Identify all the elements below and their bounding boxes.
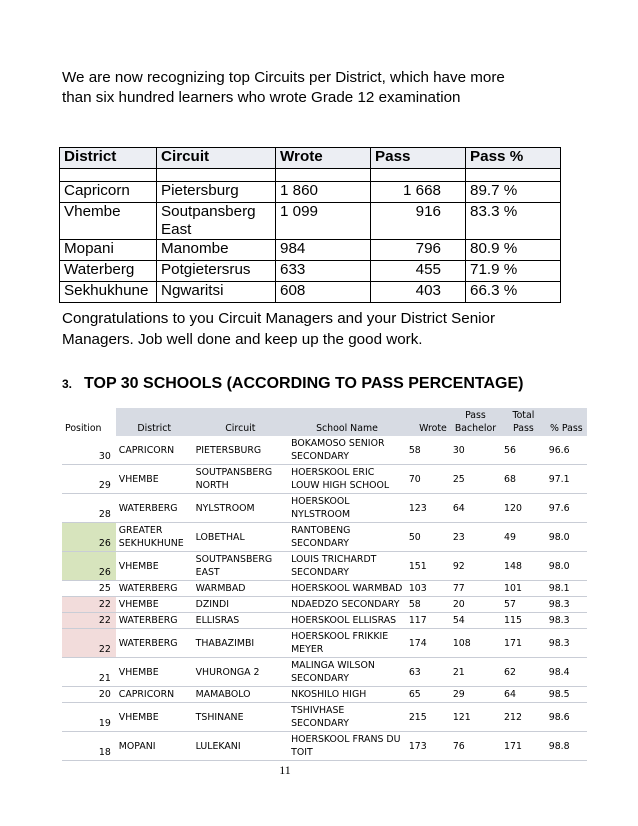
school-cell: LULEKANI bbox=[193, 732, 288, 761]
school-cell: 65 bbox=[406, 687, 450, 703]
school-position: 19 bbox=[62, 703, 116, 732]
school-cell: 64 bbox=[501, 687, 546, 703]
school-position: 26 bbox=[62, 552, 116, 581]
school-row bbox=[62, 552, 587, 581]
school-row bbox=[62, 703, 587, 732]
school-cell: 171 bbox=[501, 629, 546, 658]
circuits-spacer-row bbox=[60, 169, 561, 182]
circuits-cell: Mopani bbox=[60, 240, 157, 261]
school-row bbox=[62, 687, 587, 703]
school-cell: 123 bbox=[406, 494, 450, 523]
school-cell: 98.0 bbox=[546, 523, 587, 552]
school-cell: 23 bbox=[450, 523, 501, 552]
school-cell: 57 bbox=[501, 597, 546, 613]
school-cell: WATERBERG bbox=[116, 581, 193, 597]
circuits-cell: 633 bbox=[276, 261, 371, 282]
school-position: 21 bbox=[62, 658, 116, 687]
school-cell: 108 bbox=[450, 629, 501, 658]
school-cell: 98.3 bbox=[546, 613, 587, 629]
circuits-cell: Potgietersrus bbox=[157, 261, 276, 282]
circuits-cell: 403 bbox=[371, 282, 466, 303]
school-cell: 174 bbox=[406, 629, 450, 658]
school-cell: VHEMBE bbox=[116, 597, 193, 613]
circuits-header-cell: District bbox=[60, 148, 157, 169]
school-row bbox=[62, 658, 587, 687]
circuits-cell: 1 860 bbox=[276, 182, 371, 203]
school-cell: BOKAMOSO SENIOR SECONDARY bbox=[288, 436, 406, 465]
schools-header-cell: Circuit bbox=[193, 408, 288, 436]
school-cell: 64 bbox=[450, 494, 501, 523]
school-cell: SOUTPANSBERG EAST bbox=[193, 552, 288, 581]
schools-header-cell: Pass Bachelor bbox=[450, 408, 501, 436]
circuits-cell: Soutpansberg East bbox=[157, 203, 276, 240]
circuits-row bbox=[60, 261, 561, 282]
school-cell: 171 bbox=[501, 732, 546, 761]
school-row bbox=[62, 732, 587, 761]
circuits-cell: 1 099 bbox=[276, 203, 371, 240]
school-cell: NDAEDZO SECONDARY bbox=[288, 597, 406, 613]
schools-header-cell: Position bbox=[62, 408, 116, 436]
school-position: 22 bbox=[62, 613, 116, 629]
school-cell: 92 bbox=[450, 552, 501, 581]
school-cell: 98.5 bbox=[546, 687, 587, 703]
school-cell: NYLSTROOM bbox=[193, 494, 288, 523]
school-position: 28 bbox=[62, 494, 116, 523]
school-cell: 63 bbox=[406, 658, 450, 687]
circuits-header-row bbox=[60, 148, 561, 169]
schools-header-cell: Wrote bbox=[406, 408, 450, 436]
school-cell: LOBETHAL bbox=[193, 523, 288, 552]
school-cell: WARMBAD bbox=[193, 581, 288, 597]
schools-header-cell: % Pass bbox=[546, 408, 587, 436]
school-cell: 76 bbox=[450, 732, 501, 761]
circuits-cell: Manombe bbox=[157, 240, 276, 261]
school-cell: 77 bbox=[450, 581, 501, 597]
page-number: 11 bbox=[279, 763, 291, 777]
circuits-header-cell: Pass % bbox=[466, 148, 561, 169]
school-cell: 62 bbox=[501, 658, 546, 687]
school-position: 25 bbox=[62, 581, 116, 597]
school-cell: GREATER SEKHUKHUNE bbox=[116, 523, 193, 552]
school-cell: TSHIVHASE SECONDARY bbox=[288, 703, 406, 732]
school-cell: 96.6 bbox=[546, 436, 587, 465]
school-cell: 98.8 bbox=[546, 732, 587, 761]
school-cell: HOERSKOOL FRIKKIE MEYER bbox=[288, 629, 406, 658]
spacer-cell bbox=[371, 169, 466, 182]
school-cell: LOUIS TRICHARDT SECONDARY bbox=[288, 552, 406, 581]
circuits-cell: 608 bbox=[276, 282, 371, 303]
school-row bbox=[62, 581, 587, 597]
school-cell: 121 bbox=[450, 703, 501, 732]
school-row bbox=[62, 465, 587, 494]
spacer-cell bbox=[276, 169, 371, 182]
school-cell: 20 bbox=[450, 597, 501, 613]
school-cell: DZINDI bbox=[193, 597, 288, 613]
school-row bbox=[62, 436, 587, 465]
school-position: 20 bbox=[62, 687, 116, 703]
school-cell: SOUTPANSBERG NORTH bbox=[193, 465, 288, 494]
school-cell: 98.3 bbox=[546, 629, 587, 658]
school-cell: RANTOBENG SECONDARY bbox=[288, 523, 406, 552]
school-cell: 49 bbox=[501, 523, 546, 552]
school-cell: VHEMBE bbox=[116, 465, 193, 494]
school-cell: THABAZIMBI bbox=[193, 629, 288, 658]
school-cell: 98.6 bbox=[546, 703, 587, 732]
circuits-header-cell: Pass bbox=[371, 148, 466, 169]
school-cell: 212 bbox=[501, 703, 546, 732]
school-position: 30 bbox=[62, 436, 116, 465]
school-cell: 120 bbox=[501, 494, 546, 523]
circuits-row bbox=[60, 240, 561, 261]
circuits-cell: 83.3 % bbox=[466, 203, 561, 240]
school-cell: CAPRICORN bbox=[116, 436, 193, 465]
circuits-cell: Vhembe bbox=[60, 203, 157, 240]
section-number: 3. bbox=[62, 377, 73, 391]
school-cell: 117 bbox=[406, 613, 450, 629]
school-cell: VHEMBE bbox=[116, 552, 193, 581]
school-cell: 215 bbox=[406, 703, 450, 732]
circuits-cell: 1 668 bbox=[371, 182, 466, 203]
spacer-cell bbox=[466, 169, 561, 182]
schools-header-cell: School Name bbox=[288, 408, 406, 436]
school-cell: TSHINANE bbox=[193, 703, 288, 732]
circuits-row bbox=[60, 282, 561, 303]
school-cell: 54 bbox=[450, 613, 501, 629]
circuits-row bbox=[60, 203, 561, 240]
school-cell: 148 bbox=[501, 552, 546, 581]
school-cell: 30 bbox=[450, 436, 501, 465]
school-cell: 98.0 bbox=[546, 552, 587, 581]
school-position: 29 bbox=[62, 465, 116, 494]
school-cell: WATERBERG bbox=[116, 629, 193, 658]
congratulations-paragraph: Congratulations to you Circuit Managers and your District Senior Managers. Job well done and keep up the good work. bbox=[62, 310, 496, 348]
school-cell: HOERSKOOL NYLSTROOM bbox=[288, 494, 406, 523]
school-cell: 29 bbox=[450, 687, 501, 703]
school-position: 26 bbox=[62, 523, 116, 552]
school-cell: 97.6 bbox=[546, 494, 587, 523]
school-cell: 115 bbox=[501, 613, 546, 629]
circuits-cell: Pietersburg bbox=[157, 182, 276, 203]
circuits-cell: 89.7 % bbox=[466, 182, 561, 203]
spacer-cell bbox=[157, 169, 276, 182]
school-cell: 50 bbox=[406, 523, 450, 552]
circuits-row bbox=[60, 182, 561, 203]
circuits-cell: 71.9 % bbox=[466, 261, 561, 282]
school-cell: VHURONGA 2 bbox=[193, 658, 288, 687]
school-row bbox=[62, 629, 587, 658]
school-cell: 56 bbox=[501, 436, 546, 465]
circuits-header-cell: Wrote bbox=[276, 148, 371, 169]
circuits-cell: Ngwaritsi bbox=[157, 282, 276, 303]
circuits-cell: Capricorn bbox=[60, 182, 157, 203]
school-cell: WATERBERG bbox=[116, 494, 193, 523]
school-row bbox=[62, 597, 587, 613]
school-cell: MOPANI bbox=[116, 732, 193, 761]
school-cell: CAPRICORN bbox=[116, 687, 193, 703]
school-row bbox=[62, 523, 587, 552]
school-cell: 98.4 bbox=[546, 658, 587, 687]
school-position: 18 bbox=[62, 732, 116, 761]
circuits-cell: 66.3 % bbox=[466, 282, 561, 303]
school-cell: MAMABOLO bbox=[193, 687, 288, 703]
school-cell: 97.1 bbox=[546, 465, 587, 494]
school-cell: 21 bbox=[450, 658, 501, 687]
school-cell: 103 bbox=[406, 581, 450, 597]
circuits-table bbox=[59, 147, 561, 303]
section-title: TOP 30 SCHOOLS (ACCORDING TO PASS PERCENTAGE) bbox=[84, 375, 524, 392]
school-cell: 25 bbox=[450, 465, 501, 494]
school-cell: 101 bbox=[501, 581, 546, 597]
school-cell: VHEMBE bbox=[116, 658, 193, 687]
school-cell: 98.3 bbox=[546, 597, 587, 613]
school-cell: PIETERSBURG bbox=[193, 436, 288, 465]
school-cell: NKOSHILO HIGH bbox=[288, 687, 406, 703]
school-cell: WATERBERG bbox=[116, 613, 193, 629]
school-cell: VHEMBE bbox=[116, 703, 193, 732]
spacer-cell bbox=[60, 169, 157, 182]
school-position: 22 bbox=[62, 629, 116, 658]
school-cell: 151 bbox=[406, 552, 450, 581]
school-cell: HOERSKOOL WARMBAD bbox=[288, 581, 406, 597]
circuits-cell: 80.9 % bbox=[466, 240, 561, 261]
school-cell: 68 bbox=[501, 465, 546, 494]
circuits-cell: 455 bbox=[371, 261, 466, 282]
school-position: 22 bbox=[62, 597, 116, 613]
circuits-header-cell: Circuit bbox=[157, 148, 276, 169]
circuits-cell: 984 bbox=[276, 240, 371, 261]
school-cell: MALINGA WILSON SECONDARY bbox=[288, 658, 406, 687]
school-cell: 98.1 bbox=[546, 581, 587, 597]
circuits-cell: Waterberg bbox=[60, 261, 157, 282]
school-cell: HOERSKOOL ELLISRAS bbox=[288, 613, 406, 629]
school-cell: HOERSKOOL FRANS DU TOIT bbox=[288, 732, 406, 761]
circuits-cell: Sekhukhune bbox=[60, 282, 157, 303]
schools-header-cell: District bbox=[116, 408, 193, 436]
school-cell: 58 bbox=[406, 436, 450, 465]
intro-paragraph: We are now recognizing top Circuits per District, which have more than six hundred learners who wrote Grade 12 examination bbox=[62, 69, 505, 106]
schools-header-row bbox=[62, 408, 587, 436]
school-cell: HOERSKOOL ERIC LOUW HIGH SCHOOL bbox=[288, 465, 406, 494]
school-cell: 70 bbox=[406, 465, 450, 494]
school-row bbox=[62, 494, 587, 523]
schools-header-cell: Total Pass bbox=[501, 408, 546, 436]
section-heading bbox=[62, 375, 523, 393]
school-cell: ELLISRAS bbox=[193, 613, 288, 629]
top-schools-table bbox=[62, 408, 587, 761]
school-row bbox=[62, 613, 587, 629]
school-cell: 58 bbox=[406, 597, 450, 613]
circuits-cell: 796 bbox=[371, 240, 466, 261]
school-cell: 173 bbox=[406, 732, 450, 761]
circuits-cell: 916 bbox=[371, 203, 466, 240]
